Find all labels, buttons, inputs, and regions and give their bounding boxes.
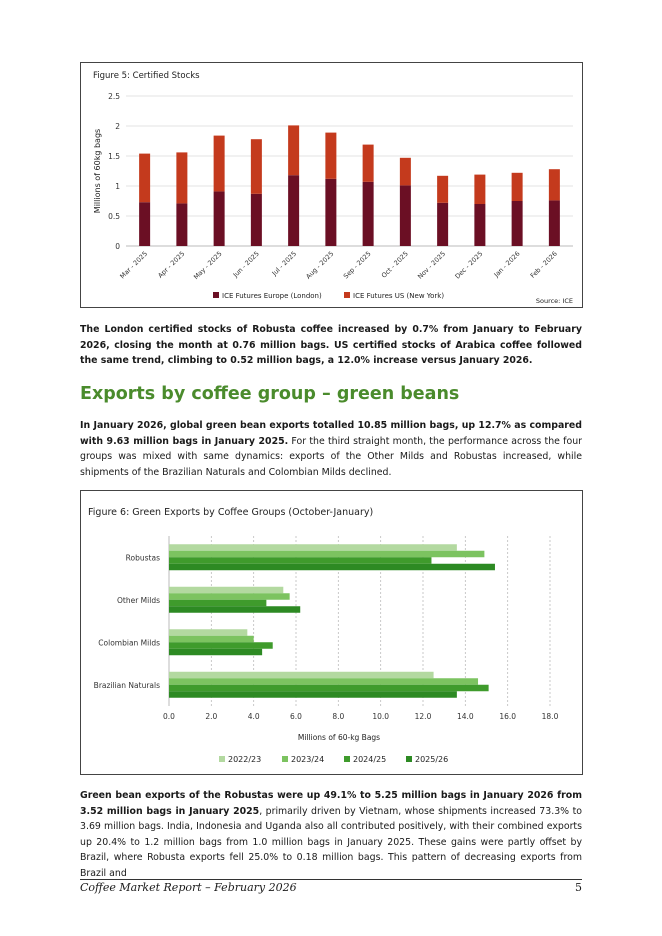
chart6-title: Figure 6: Green Exports by Coffee Groups (October-January): [88, 507, 374, 518]
paragraph-certified-stocks-text: The London certified stocks of Robusta coffee increased by 0.7% from January to February 2026, closing the month at 0.76 million bags. US certified stocks of Arabica coffee followed the same trend, climbing to 0.52 million bags, a 12.0% increase versus January 2026.: [80, 324, 582, 366]
chart5-bar-london: [437, 203, 448, 246]
chart5-bar-london: [325, 179, 336, 246]
chart5-bar-newyork: [549, 169, 560, 200]
green-exports-chart: [81, 491, 582, 774]
chart6-bar-2025-26: [169, 564, 495, 571]
chart5-xtick-label: Jul - 2025: [270, 249, 299, 278]
chart6-bar-2023-24: [169, 636, 254, 643]
paragraph-global-exports: [80, 418, 582, 480]
chart6-bar-2025-26: [169, 649, 262, 656]
chart5-ytick-label: 1: [115, 182, 120, 191]
legend-swatch-2023-24: [282, 756, 288, 762]
chart6-xtick-label: 14.0: [456, 712, 474, 721]
chart5-bar-london: [176, 203, 187, 246]
chart6-category-label: Colombian Milds: [98, 638, 160, 648]
legend-label-2023-24: 2023/24: [291, 755, 325, 764]
paragraph-robustas-exports-rest: , primarily driven by Vietnam, whose shipments increased 73.3% to 3.69 million bags. India, Indonesia and Uganda also all contributed positively, with their combined exports up 20.4% to 1.2 million bags from 1.0 million bags in January 2025. These gains were partly offset by Brazil, where Robusta exports fell 25.0% to 0.18 million bags. This pattern of decreasing exports from Brazil and: [80, 805, 582, 879]
legend-label-2022-23: 2022/23: [228, 755, 262, 764]
chart5-bar-newyork: [512, 173, 523, 201]
chart5-xtick-label: Jan - 2026: [492, 249, 522, 279]
chart5-bar-newyork: [251, 139, 262, 194]
chart5-bar-newyork: [474, 175, 485, 204]
chart5-bar-newyork: [214, 136, 225, 192]
chart5-source: Source: ICE: [535, 297, 573, 305]
chart5-ytick-label: 0: [115, 242, 120, 251]
legend-label-2025-26: 2025/26: [415, 755, 449, 764]
chart5-ytick-label: 0.5: [108, 212, 120, 221]
chart5-bar-newyork: [437, 176, 448, 203]
chart6-xtick-label: 6.0: [290, 712, 302, 721]
section-heading-exports: Exports by coffee group – green beans: [80, 384, 460, 404]
chart6-xtick-label: 18.0: [541, 712, 559, 721]
figure-5-certified-stocks: [80, 62, 583, 308]
chart6-bar-2023-24: [169, 551, 484, 558]
chart5-bar-london: [214, 191, 225, 246]
chart6-bar-2024-25: [169, 685, 489, 692]
chart6-xlabel: Millions of 60-kg Bags: [297, 733, 381, 742]
chart5-xtick-label: Nov - 2025: [416, 249, 448, 281]
chart6-bar-2022-23: [169, 629, 247, 636]
chart5-bar-newyork: [325, 133, 336, 179]
chart6-bar-2022-23: [169, 587, 283, 594]
chart6-xtick-label: 16.0: [499, 712, 517, 721]
chart5-ytick-label: 2: [115, 122, 120, 131]
chart5-xtick-label: Oct - 2025: [379, 249, 410, 280]
chart6-category-label: Robustas: [125, 553, 160, 563]
chart5-bar-newyork: [363, 145, 374, 182]
chart5-xtick-label: Aug - 2025: [304, 249, 336, 281]
footer-report-title: Coffee Market Report – February 2026: [80, 881, 297, 894]
chart5-bar-london: [549, 200, 560, 246]
chart5-legend: [213, 292, 444, 300]
chart6-bar-2023-24: [169, 593, 290, 600]
chart6-bar-2025-26: [169, 691, 457, 698]
chart6-bar-2025-26: [169, 606, 300, 613]
paragraph-robustas-exports: [80, 788, 582, 881]
chart6-bar-2022-23: [169, 544, 457, 551]
chart5-xtick-label: Dec - 2025: [453, 249, 485, 281]
chart5-bar-newyork: [400, 158, 411, 186]
chart6-xtick-label: 4.0: [247, 712, 260, 721]
chart5-title: Figure 5: Certified Stocks: [93, 71, 200, 81]
chart5-xtick-label: Sep - 2025: [341, 249, 373, 281]
legend-swatch-newyork: [344, 292, 350, 298]
chart5-bar-london: [400, 185, 411, 246]
legend-label-london: ICE Futures Europe (London): [222, 292, 322, 300]
chart6-category-label: Other Milds: [117, 595, 160, 605]
chart6-bar-2022-23: [169, 672, 434, 679]
chart5-bar-london: [288, 175, 299, 246]
chart5-bar-london: [363, 182, 374, 246]
chart6-xtick-label: 8.0: [332, 712, 345, 721]
chart5-bar-london: [512, 201, 523, 246]
legend-label-newyork: ICE Futures US (New York): [353, 292, 445, 300]
chart5-bar-london: [474, 204, 485, 246]
paragraph-robustas-exports-bold: Green bean exports of the Robustas were up 49.1% to 5.25 million bags in January 2026 from 3.52 million bags in January 2025: [80, 790, 582, 817]
chart6-xtick-label: 0.0: [163, 712, 175, 721]
chart5-xtick-label: May - 2025: [192, 249, 224, 282]
chart5-bar-newyork: [288, 125, 299, 175]
chart5-ylabel: Millions of 60kg bags: [93, 128, 102, 214]
chart5-xtick-label: Mar - 2025: [118, 249, 150, 281]
legend-swatch-2022-23: [219, 756, 225, 762]
legend-swatch-2024-25: [344, 756, 350, 762]
paragraph-global-exports-rest: For the third straight month, the performance across the four groups was mixed with same dynamics: exports of the Other Milds and Robustas increased, while shipments of the Brazilian Naturals and Colombian Milds declined.: [80, 435, 582, 478]
chart6-xtick-label: 2.0: [205, 712, 218, 721]
figure-6-green-exports: [80, 490, 583, 775]
chart5-bar-newyork: [176, 152, 187, 203]
chart6-xtick-label: 12.0: [414, 712, 432, 721]
chart6-legend: [219, 755, 448, 764]
chart5-bar-london: [139, 202, 150, 246]
chart5-bar-newyork: [139, 154, 150, 203]
chart5-xtick-label: Feb - 2026: [528, 249, 559, 280]
chart6-bar-2024-25: [169, 557, 431, 564]
chart6-bar-2023-24: [169, 678, 478, 685]
chart6-bar-2024-25: [169, 642, 273, 649]
chart6-bar-2024-25: [169, 600, 266, 607]
footer-divider: [80, 879, 582, 880]
legend-swatch-london: [213, 292, 219, 298]
legend-swatch-2025-26: [406, 756, 412, 762]
page-number: 5: [575, 881, 582, 894]
chart5-xtick-label: Jun - 2025: [231, 249, 261, 279]
chart5-xtick-label: Apr - 2025: [156, 249, 187, 280]
paragraph-certified-stocks: [80, 322, 582, 369]
chart6-xtick-label: 10.0: [372, 712, 390, 721]
paragraph-global-exports-bold: In January 2026, global green bean exports totalled 10.85 million bags, up 12.7% as compared with 9.63 million bags in January 2025.: [80, 420, 582, 447]
chart5-ytick-label: 1.5: [108, 152, 120, 161]
legend-label-2024-25: 2024/25: [353, 755, 387, 764]
chart6-category-label: Brazilian Naturals: [93, 680, 160, 690]
certified-stocks-chart: [81, 63, 582, 307]
chart5-bar-london: [251, 194, 262, 246]
chart5-ytick-label: 2.5: [108, 92, 120, 101]
